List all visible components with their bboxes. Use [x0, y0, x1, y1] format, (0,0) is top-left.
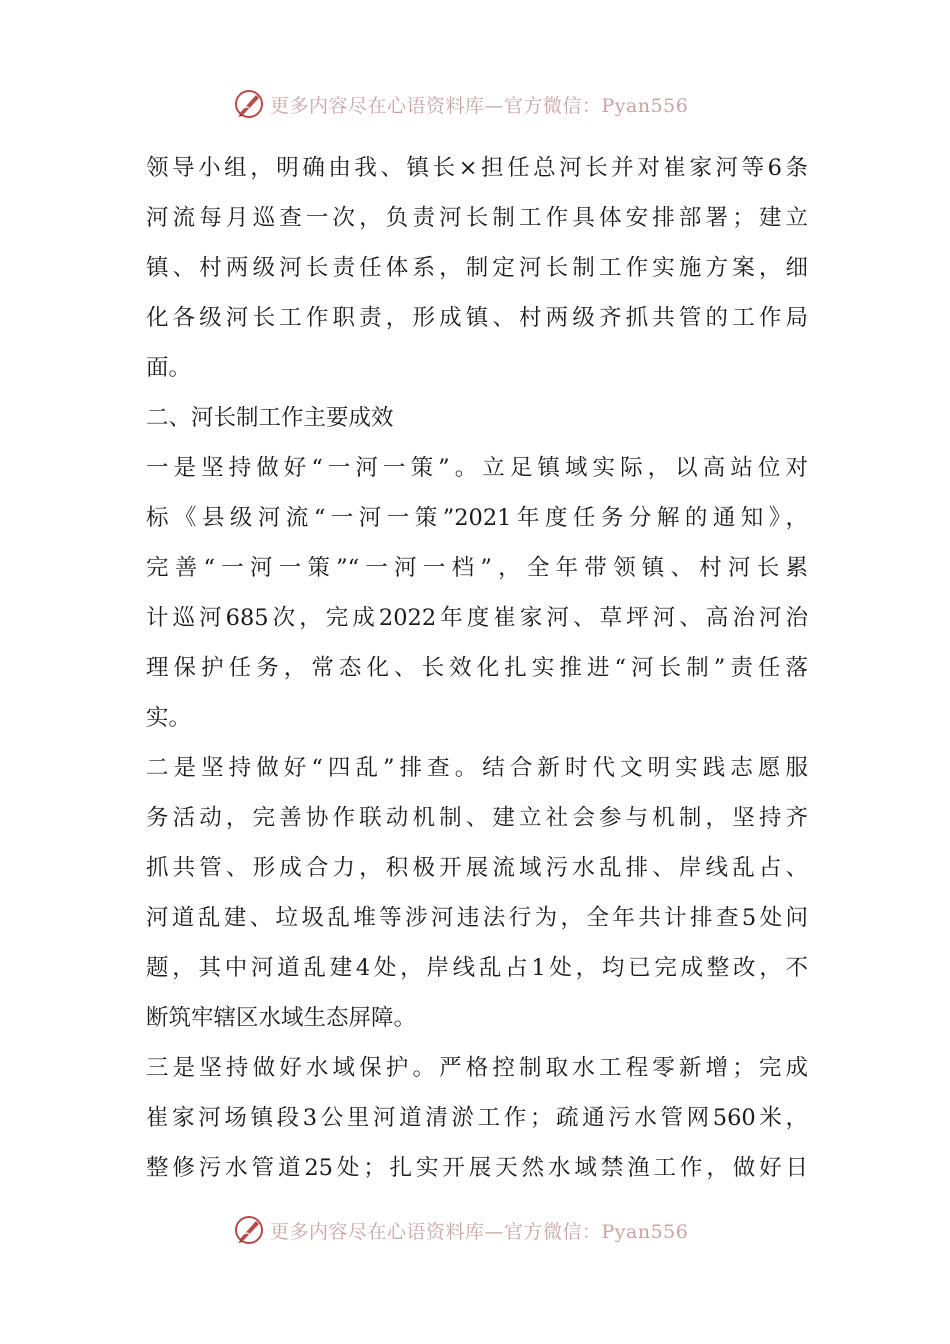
text-line: 河道乱建、垃圾乱堆等涉河违法行为，全年共计排查5处问 — [146, 905, 808, 931]
header-watermark — [232, 84, 752, 124]
text-line: 领导小组，明确由我、镇长×担任总河长并对崔家河等6条 — [146, 155, 808, 181]
pen-circle-logo-icon — [232, 1213, 266, 1247]
text-line: 实。 — [146, 705, 192, 731]
text-line: 完善“一河一策”“一河一档”，全年带领镇、村河长累 — [146, 555, 808, 581]
text-line: 务活动，完善协作联动机制、建立社会参与机制，坚持齐 — [146, 805, 808, 831]
text-line: 三是坚持做好水域保护。严格控制取水工程零新增；完成 — [146, 1055, 808, 1081]
pen-circle-logo-icon — [232, 87, 266, 121]
text-line: 二是坚持做好“四乱”排查。结合新时代文明实践志愿服 — [146, 755, 808, 781]
footer-watermark — [232, 1210, 752, 1250]
text-line: 标《县级河流“一河一策”2021年度任务分解的通知》， — [146, 505, 808, 531]
text-line: 一是坚持做好“一河一策”。立足镇域实际，以高站位对 — [146, 455, 808, 481]
section-heading: 二、河长制工作主要成效 — [146, 405, 394, 431]
watermark-text: 更多内容尽在心语资料库—官方微信：Pyan556 — [270, 1220, 689, 1243]
text-line: 崔家河场镇段3公里河道清淤工作；疏通污水管网560米， — [146, 1105, 808, 1131]
text-line: 断筑牢辖区水域生态屏障。 — [146, 1005, 417, 1031]
text-line: 理保护任务，常态化、长效化扎实推进“河长制”责任落 — [146, 655, 808, 681]
text-line: 题，其中河道乱建4处，岸线乱占1处，均已完成整改，不 — [146, 955, 808, 981]
text-line: 化各级河长工作职责，形成镇、村两级齐抓共管的工作局 — [146, 305, 808, 331]
text-line: 镇、村两级河长责任体系，制定河长制工作实施方案，细 — [146, 255, 808, 281]
text-line: 抓共管、形成合力，积极开展流域污水乱排、岸线乱占、 — [146, 855, 808, 881]
text-line: 河流每月巡查一次，负责河长制工作具体安排部署；建立 — [146, 205, 808, 231]
watermark-text: 更多内容尽在心语资料库—官方微信：Pyan556 — [270, 94, 689, 117]
text-line: 面。 — [146, 355, 192, 381]
document-body — [146, 143, 808, 1193]
text-line: 计巡河685次，完成2022年度崔家河、草坪河、高治河治 — [146, 605, 808, 631]
text-line: 整修污水管道25处；扎实开展天然水域禁渔工作，做好日 — [146, 1155, 808, 1181]
